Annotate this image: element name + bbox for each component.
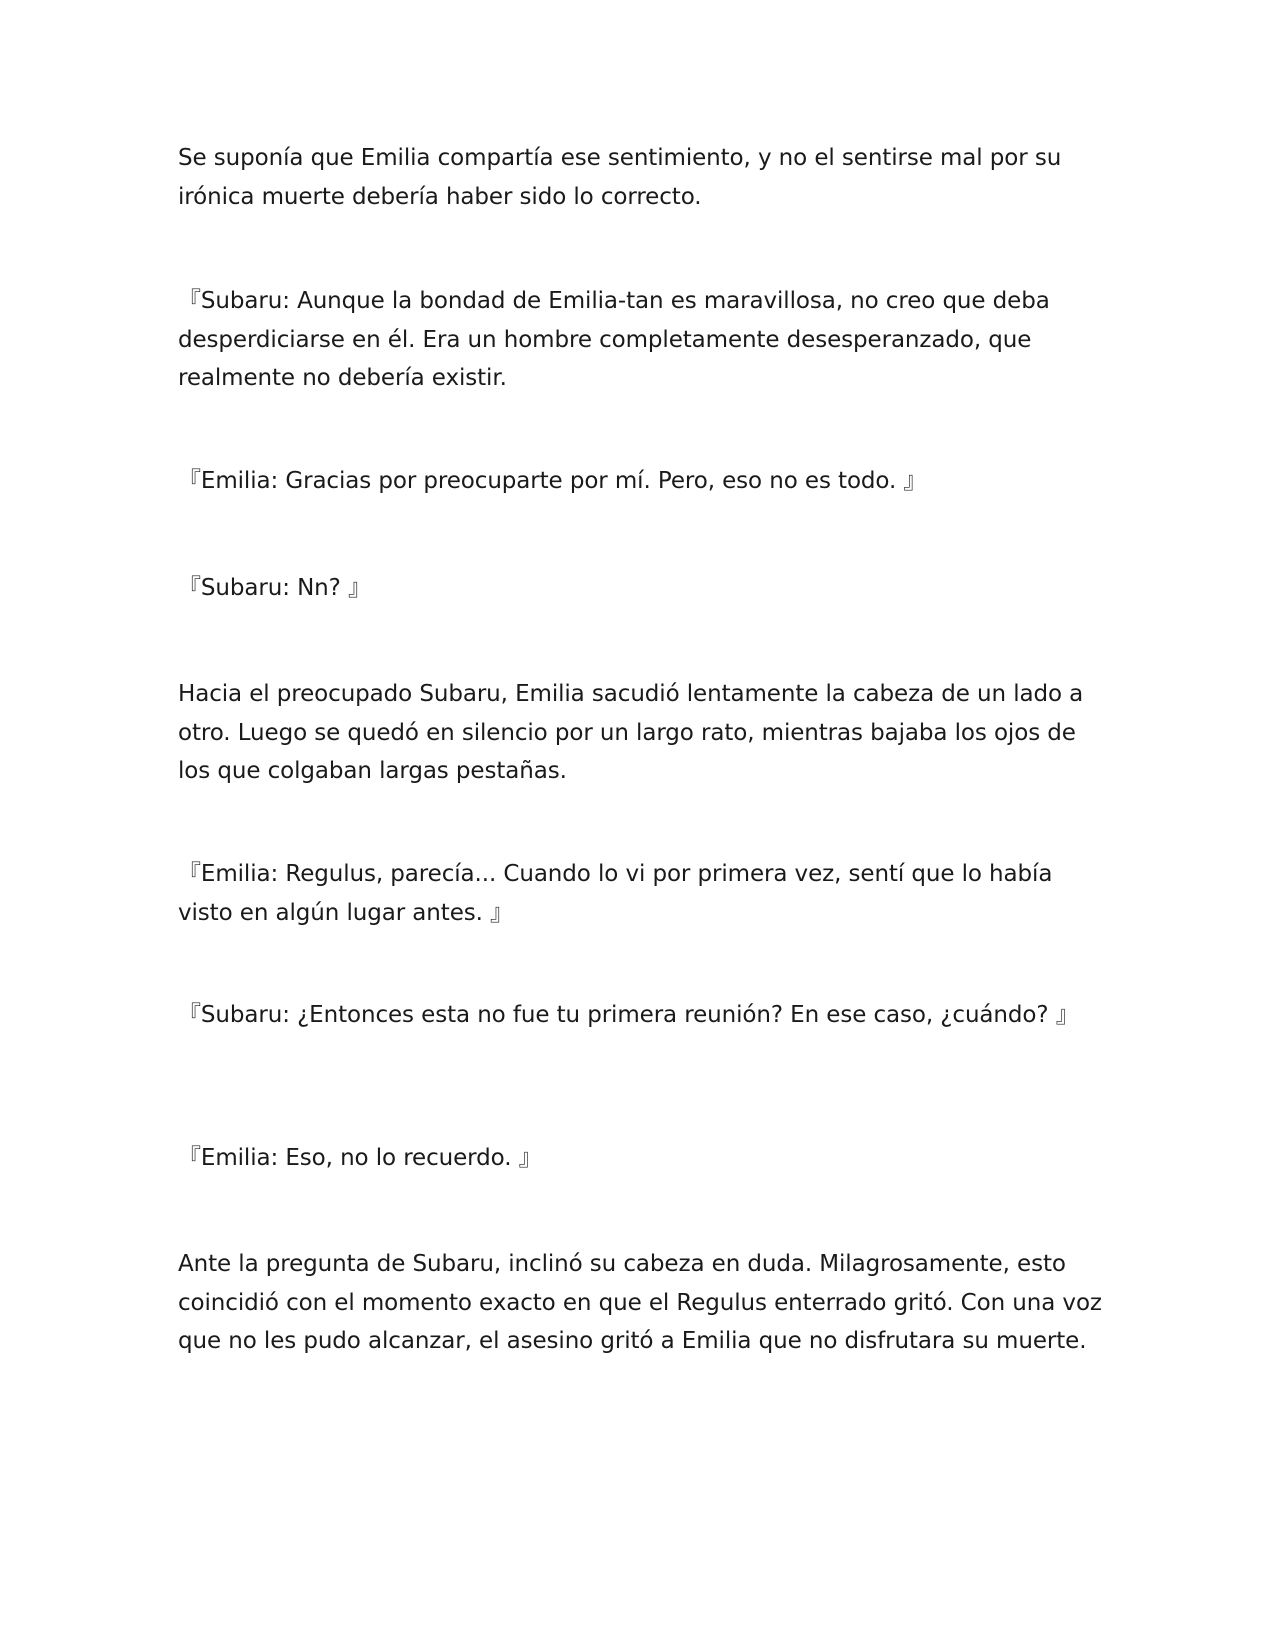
paragraph-1: Se suponía que Emilia compartía ese sentimiento, y no el sentirse mal por su irónica muerte debería haber sido lo correcto.: [178, 145, 1062, 210]
dialogue-emilia-3: 『Emilia: Eso, no lo recuerdo. 』: [178, 1145, 542, 1171]
dialogue-subaru-1: 『Subaru: Aunque la bondad de Emilia-tan es maravillosa, no creo que deba desperdiciarse en él. Era un hombre completamente desesperanzado, que realmente no debería existir.: [178, 288, 1050, 391]
paragraph-3: Ante la pregunta de Subaru, inclinó su cabeza en duda. Milagrosamente, esto coincidió con el momento exacto en que el Regulus enterrado gritó. Con una voz que no les pudo alcanzar, el asesino gritó a Emilia que no disfrutara su muerte.: [178, 1251, 1102, 1354]
paragraph-2: Hacia el preocupado Subaru, Emilia sacudió lentamente la cabeza de un lado a otro. Luego se quedó en silencio por un largo rato, mientras bajaba los ojos de los que colgaban largas pestañas.: [178, 681, 1084, 784]
dialogue-emilia-2: 『Emilia: Regulus, parecía... Cuando lo vi por primera vez, sentí que lo había visto en algún lugar antes. 』: [178, 861, 1053, 926]
dialogue-emilia-1: 『Emilia: Gracias por preocuparte por mí. Pero, eso no es todo. 』: [178, 468, 927, 494]
dialogue-subaru-2: 『Subaru: Nn? 』: [178, 575, 371, 601]
dialogue-subaru-3: 『Subaru: ¿Entonces esta no fue tu primera reunión? En ese caso, ¿cuándo? 』: [178, 1002, 1079, 1028]
